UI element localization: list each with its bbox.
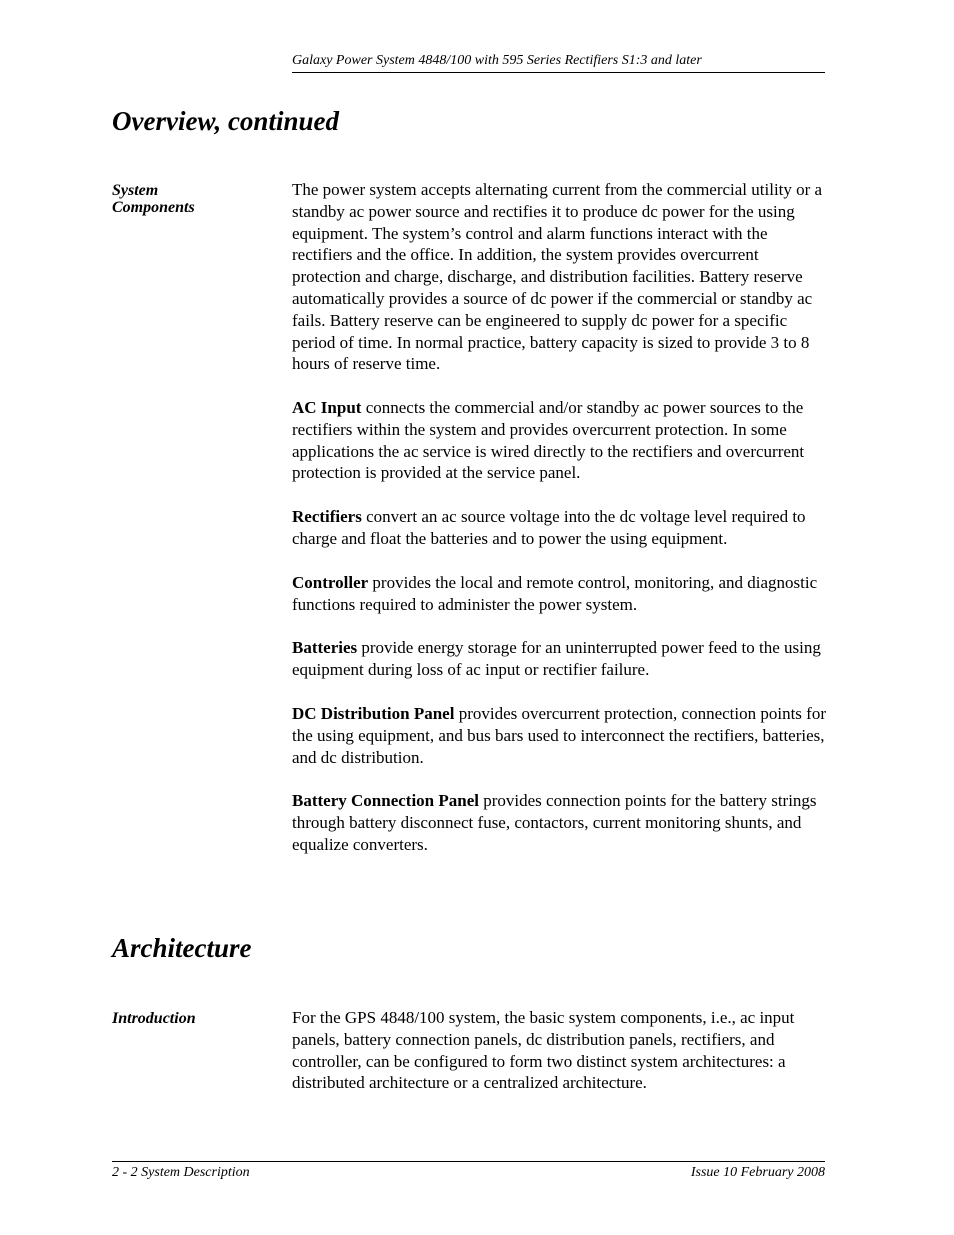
side-heading-introduction: Introduction — [112, 1010, 196, 1027]
footer-issue-date: Issue 10 February 2008 — [690, 1165, 825, 1180]
architecture-title: Architecture — [112, 933, 252, 963]
component-description: provides the local and remote control, monitoring, and diagnostic functions required to administer the power system. — [292, 573, 818, 614]
running-header: Galaxy Power System 4848/100 with 595 Series Rectifiers S1:3 and later — [292, 52, 825, 73]
component-term: Rectifiers — [292, 507, 362, 526]
component-battery-connection-panel — [292, 790, 827, 855]
component-batteries — [292, 637, 827, 681]
component-description: provides connection points for the battery strings through battery disconnect fuse, contactors, current monitoring shunts, and equalize converters. — [292, 791, 817, 854]
component-ac-input — [292, 397, 827, 484]
overview-title: Overview, continued — [112, 106, 339, 136]
component-term: Battery Connection Panel — [292, 791, 479, 810]
component-dc-distribution-panel — [292, 703, 827, 768]
component-rectifiers — [292, 506, 827, 550]
page-footer — [112, 1161, 825, 1182]
component-term: DC Distribution Panel — [292, 704, 455, 723]
component-term: Batteries — [292, 638, 358, 657]
side-heading-line1: System — [112, 182, 159, 199]
component-term: AC Input — [292, 398, 362, 417]
architecture-introduction-body — [292, 1007, 827, 1094]
overview-intro-paragraph: The power system accepts alternating current from the commercial utility or a standby ac power source and rectifies it to produce dc power for the using equipment. The system’s control and alarm functions interact with the rectifiers and the office. In addition, the system provides overcurrent protection and charge, discharge, and distribution facilities. Battery reserve automatically provides a source of dc power if the commercial or standby ac fails. Battery reserve can be engineered to supply dc power for a specific period of time. In normal practice, battery capacity is sized to provide 3 to 8 hours of reserve time. — [292, 180, 823, 374]
architecture-intro-paragraph: For the GPS 4848/100 system, the basic system components, i.e., ac input panels, battery connection panels, dc distribution panels, rectifiers, and controller, can be configured to form two distinct system architectures: a distributed architecture or a centralized architecture. — [292, 1008, 795, 1093]
component-controller — [292, 572, 827, 616]
side-heading-system-components — [112, 182, 282, 216]
component-description: provides overcurrent protection, connection points for the using equipment, and bus bars used to interconnect the rectifiers, batteries, and dc distribution. — [292, 704, 826, 767]
side-heading-line2: Components — [112, 199, 195, 216]
component-description: provide energy storage for an uninterrupted power feed to the using equipment during loss of ac input or rectifier failure. — [292, 638, 821, 679]
component-description: connects the commercial and/or standby ac power sources to the rectifiers within the system and provides overcurrent protection. In some applications the ac service is wired directly to the rectifiers and overcurrent protection is provided at the service panel. — [292, 398, 805, 483]
component-description: convert an ac source voltage into the dc voltage level required to charge and float the batteries and to power the using equipment. — [292, 507, 806, 548]
component-term: Controller — [292, 573, 369, 592]
footer-page-label: 2 - 2 System Description — [112, 1165, 250, 1180]
system-components-body — [292, 179, 827, 375]
